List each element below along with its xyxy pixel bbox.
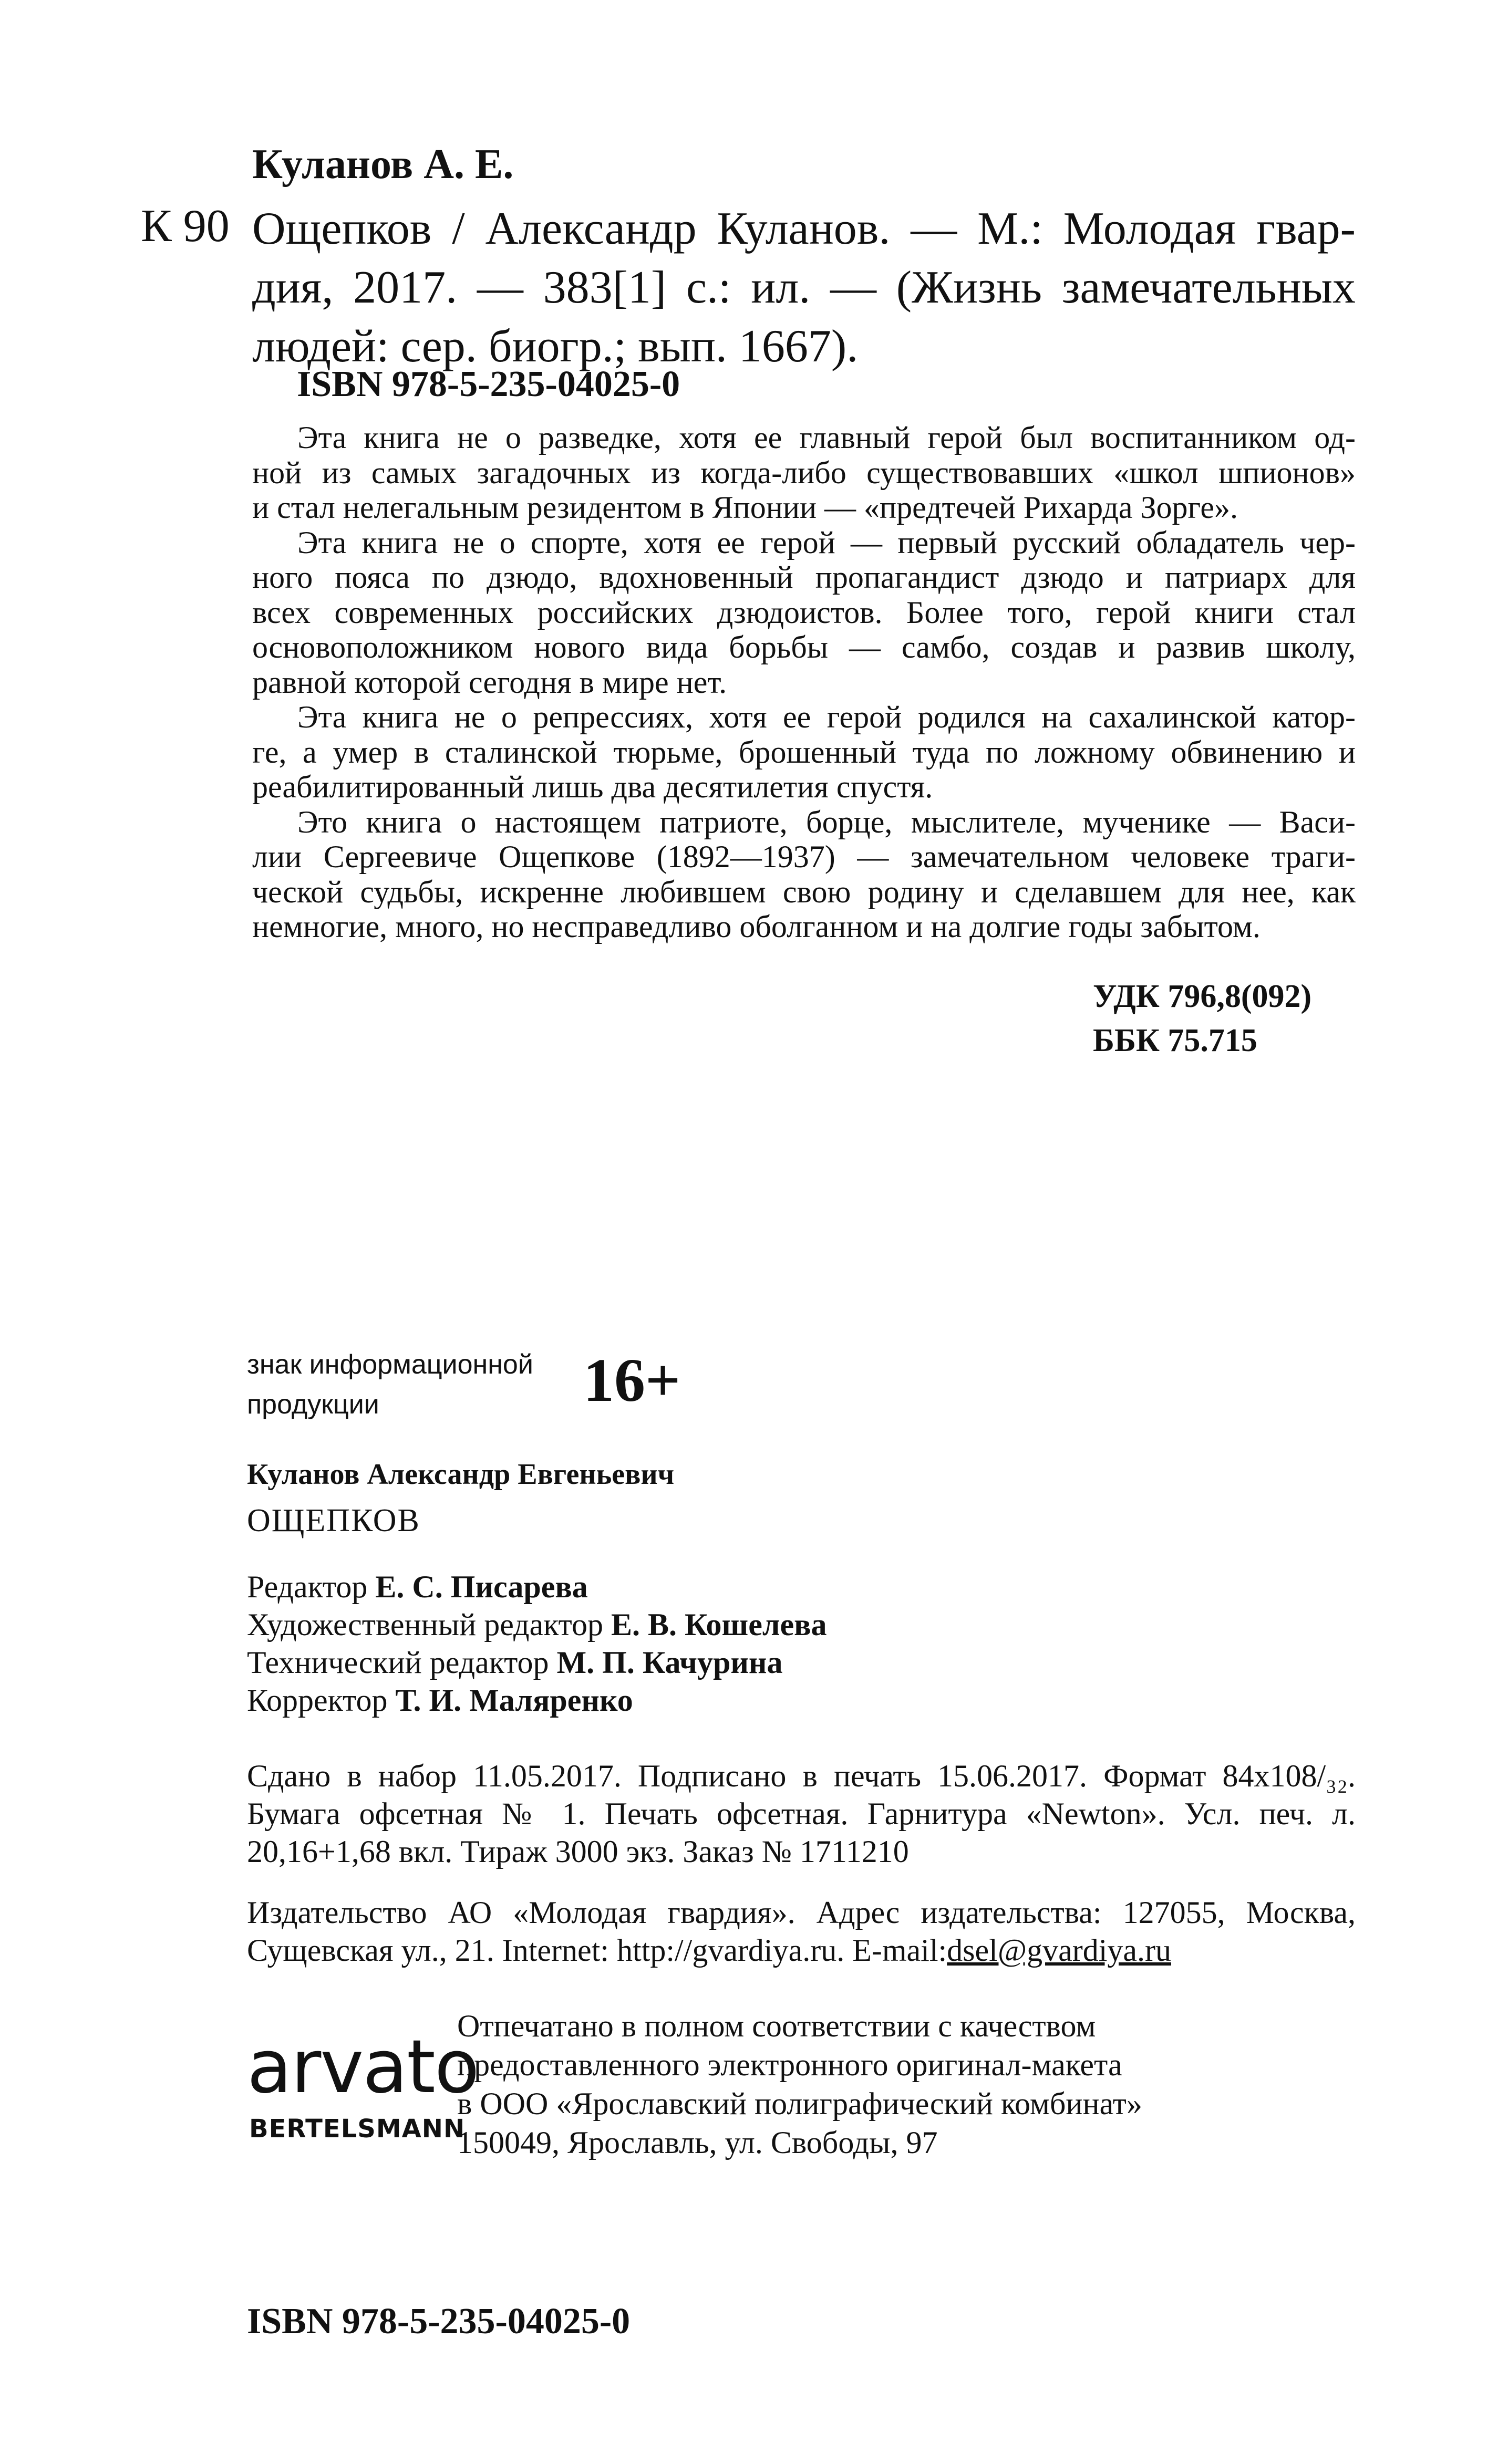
staff-row (247, 1606, 827, 1644)
bottom-isbn: ISBN 978-5-235-04025-0 (247, 2301, 631, 2342)
print-info-line: Сдано в набор 11.05.2017. Подписано в печать 15.06.2017. Формат 84x108/₃₂. (247, 1759, 1356, 1793)
abstract-line: Это книга о настоящем патриоте, борце, мыслителе, мученике — Васи- (297, 804, 1356, 839)
bertelsmann-logo: BERTELSMANN (249, 2114, 466, 2144)
catalog-line: дия, 2017. — 383[1] с.: ил. — (Жизнь замечательных (252, 262, 1356, 313)
publisher-line (247, 1931, 1356, 1969)
staff-role: Технический редактор (247, 1645, 549, 1680)
publisher-info (247, 1894, 1356, 1969)
publisher-email-link[interactable]: dsel@gvardiya.ru (947, 1933, 1171, 1968)
catalog-description (252, 200, 1356, 376)
staff-name: Е. В. Кошелева (611, 1607, 827, 1642)
publisher-address: Сущевская ул., 21. Internet: http://gvardiya.ru. E-mail: (247, 1933, 947, 1968)
print-info-line: Бумага офсетная № 1. Печать офсетная. Гарнитура «Newton». Усл. печ. л. (247, 1796, 1356, 1831)
catalog-code: К 90 (141, 201, 230, 252)
printer-line: 150049, Ярославль, ул. Свободы, 97 (457, 2125, 938, 2160)
abstract-line: немногие, много, но несправедливо оболганном и на долгие годы забытом. (252, 909, 1261, 944)
abstract-line: и стал нелегальным резидентом в Японии — «предтечей Рихарда Зорге». (252, 490, 1238, 525)
printer-line: Отпечатано в полном соответствии с качеством (457, 2009, 1096, 2043)
staff-name: Т. И. Маляренко (395, 1683, 633, 1718)
printer-info (457, 2006, 1142, 2162)
catalog-line: Ощепков / Александр Куланов. — М.: Молодая гвар- (252, 203, 1356, 254)
staff-row (247, 1644, 827, 1681)
book-title: ОЩЕПКОВ (247, 1503, 420, 1538)
bbk-code: ББК 75.715 (1093, 1023, 1257, 1058)
abstract-line: ческой судьбы, искренне любившем свою родину и сделавшем для нее, как (252, 874, 1356, 909)
age-rating-label (247, 1345, 533, 1425)
abstract-line: Эта книга не о репрессиях, хотя ее герой родился на сахалинской катор- (297, 700, 1356, 734)
printer-line: в ООО «Ярославский полиграфический комбинат» (457, 2086, 1142, 2121)
staff-row (247, 1568, 827, 1606)
print-info-line: 20,16+1,68 вкл. Тираж 3000 экз. Заказ № 1711210 (247, 1834, 909, 1869)
catalog-author-heading: Куланов А. Е. (252, 141, 514, 188)
abstract-line: реабилитированный лишь два десятилетия спустя. (252, 770, 933, 804)
staff-role: Корректор (247, 1683, 388, 1718)
abstract-line: Эта книга не о разведке, хотя ее главный герой был воспитанником од- (297, 420, 1356, 455)
abstract-line: ге, а умер в сталинской тюрьме, брошенный туда по ложному обвинению и (252, 734, 1356, 770)
staff-name: Е. С. Писарева (375, 1569, 588, 1604)
udk-code: УДК 796,8(092) (1093, 979, 1312, 1014)
abstract (252, 420, 1356, 944)
abstract-line: ной из самых загадочных из когда-либо существовавших «школ шпионов» (252, 455, 1356, 490)
catalog-line: людей: сер. биогр.; вып. 1667). (252, 321, 859, 372)
abstract-line: основоположником нового вида борьбы — самбо, создав и развив школу, (252, 630, 1356, 664)
author-full-name: Куланов Александр Евгеньевич (247, 1458, 675, 1491)
catalog-isbn: ISBN 978-5-235-04025-0 (297, 364, 680, 404)
abstract-line: лии Сергеевиче Ощепкове (1892—1937) — замечательном человеке траги- (252, 839, 1356, 874)
arvato-logo: arvato (247, 2024, 479, 2110)
staff-role: Художественный редактор (247, 1607, 603, 1642)
abstract-line: Эта книга не о спорте, хотя ее герой — первый русский обладатель чер- (297, 525, 1356, 560)
printer-line: предоставленного электронного оригинал-макета (457, 2047, 1122, 2082)
abstract-line: всех современных российских дзюдоистов. Более того, герой книги стал (252, 595, 1356, 630)
staff-list (247, 1568, 827, 1719)
print-info (247, 1757, 1356, 1870)
staff-row (247, 1681, 827, 1719)
abstract-line: ного пояса по дзюдо, вдохновенный пропагандист дзюдо и патриарх для (252, 560, 1356, 595)
age-rating-mark: 16+ (583, 1346, 681, 1415)
staff-name: М. П. Качурина (556, 1645, 783, 1680)
age-rating-label-line: знак информационной (247, 1349, 533, 1380)
abstract-line: равной которой сегодня в мире нет. (252, 664, 727, 700)
staff-role: Редактор (247, 1569, 368, 1604)
publisher-line: Издательство АО «Молодая гвардия». Адрес издательства: 127055, Москва, (247, 1895, 1356, 1930)
classification (1093, 974, 1311, 1063)
age-rating-label-line: продукции (247, 1389, 379, 1420)
